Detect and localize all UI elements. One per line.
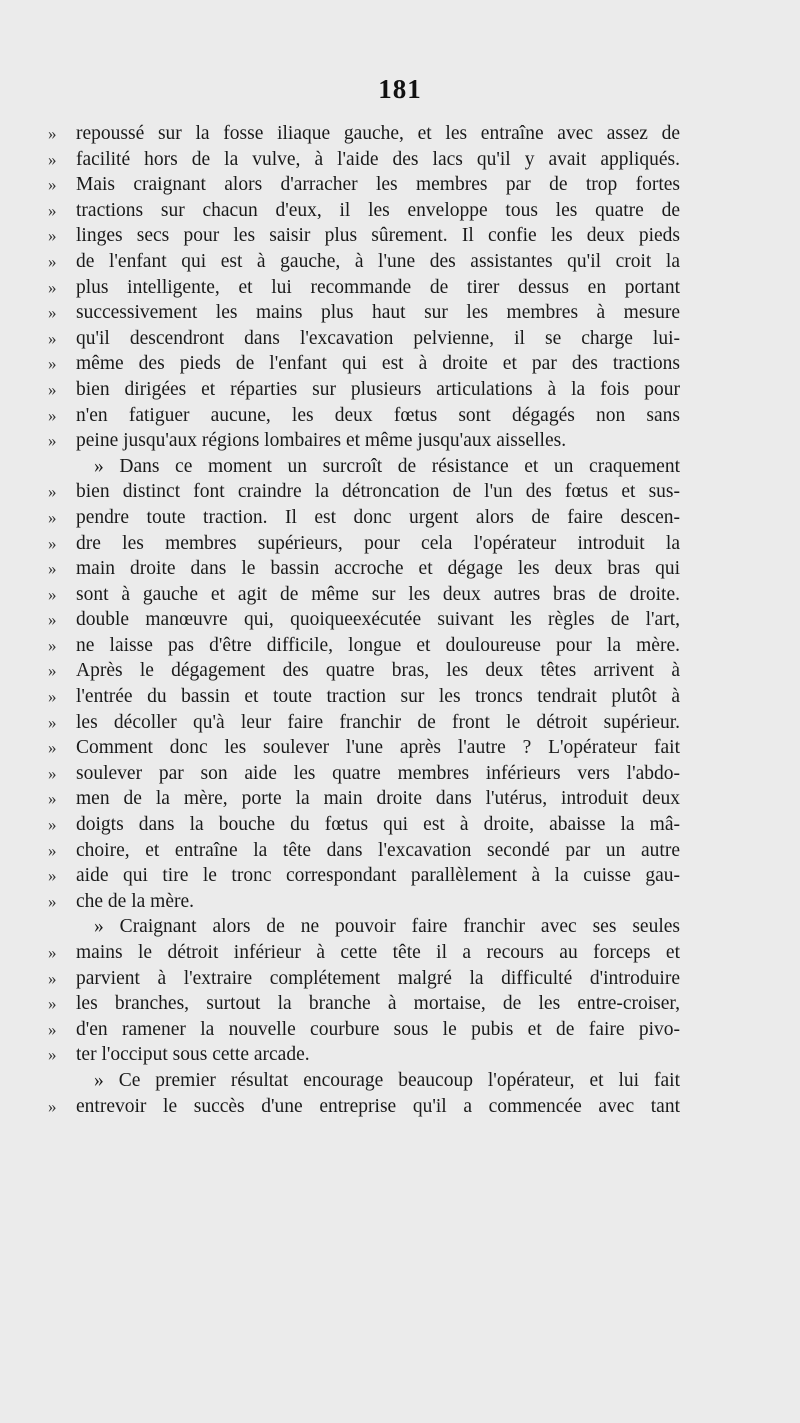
text-line bbox=[48, 838, 680, 864]
line-text: d'en ramener la nouvelle courbure sous le pubis et de faire pivo- bbox=[76, 1018, 680, 1040]
body-text bbox=[48, 121, 680, 1119]
text-line bbox=[48, 198, 680, 224]
guillemet-mark: » bbox=[48, 738, 57, 758]
line-text: plus intelligente, et lui recommande de tirer dessus en portant bbox=[76, 276, 680, 298]
page-number: 181 bbox=[378, 74, 422, 104]
guillemet-mark: » bbox=[48, 482, 57, 502]
line-text: bien distinct font craindre la détroncation de l'un des fœtus et sus- bbox=[76, 481, 680, 503]
guillemet-mark: » bbox=[48, 815, 57, 835]
text-line bbox=[48, 710, 680, 736]
line-text: ter l'occiput sous cette arcade. bbox=[76, 1044, 310, 1066]
line-text: facilité hors de la vulve, à l'aide des lacs qu'il y avait appliqués. bbox=[76, 148, 680, 170]
line-text: les décoller qu'à leur faire franchir de front le détroit supérieur. bbox=[76, 711, 680, 733]
text-line bbox=[48, 582, 680, 608]
line-text: entrevoir le succès d'une entreprise qu'il a commencée avec tant bbox=[76, 1095, 680, 1117]
guillemet-mark: » bbox=[48, 149, 57, 169]
text-line bbox=[48, 1094, 680, 1120]
text-line bbox=[48, 914, 680, 940]
line-text: mains le détroit inférieur à cette tête il a recours au forceps et bbox=[76, 942, 680, 963]
line-text: » Craignant alors de ne pouvoir faire franchir avec ses seules bbox=[94, 916, 680, 938]
text-line bbox=[48, 351, 680, 377]
line-text: aide qui tire le tronc correspondant parallèlement à la cuisse gau- bbox=[76, 865, 680, 887]
guillemet-mark: » bbox=[48, 687, 57, 707]
guillemet-mark: » bbox=[48, 200, 57, 220]
text-line bbox=[48, 403, 680, 429]
line-text: che de la mère. bbox=[76, 890, 195, 912]
line-text: peine jusqu'aux régions lombaires et même jusqu'aux aisselles. bbox=[76, 430, 567, 452]
text-line bbox=[48, 223, 680, 249]
text-line bbox=[48, 1068, 680, 1094]
line-text: ne laisse pas d'être difficile, longue et douloureuse pour la mère. bbox=[76, 634, 680, 656]
line-text: main droite dans le bassin accroche et dégage les deux bras qui bbox=[76, 558, 680, 580]
line-text: Comment donc les soulever l'une après l'autre ? L'opérateur fait bbox=[76, 737, 680, 759]
line-text: parvient à l'extraire complétement malgré la difficulté d'introduire bbox=[76, 967, 680, 989]
line-text: doigts dans la bouche du fœtus qui est à droite, abaisse la mâ- bbox=[76, 814, 680, 836]
guillemet-mark: » bbox=[48, 661, 57, 681]
line-text: Après le dégagement des quatre bras, les deux têtes arrivent à bbox=[76, 660, 680, 682]
text-line bbox=[48, 607, 680, 633]
line-text: Mais craignant alors d'arracher les membres par de trop fortes bbox=[76, 174, 680, 196]
text-line bbox=[48, 633, 680, 659]
line-text: repoussé sur la fosse iliaque gauche, et les entraîne avec assez de bbox=[76, 123, 680, 144]
line-text: soulever par son aide les quatre membres inférieurs vers l'abdo- bbox=[76, 762, 680, 784]
line-text: les branches, surtout la branche à mortaise, de les entre-croiser, bbox=[76, 993, 680, 1015]
guillemet-mark: » bbox=[48, 712, 57, 732]
guillemet-mark: » bbox=[48, 124, 57, 143]
guillemet-mark: » bbox=[48, 866, 57, 886]
line-text: » Dans ce moment un surcroît de résistance et un craquement bbox=[94, 455, 680, 477]
text-line bbox=[48, 249, 680, 275]
text-line bbox=[48, 377, 680, 403]
line-text: » Ce premier résultat encourage beaucoup l'opérateur, et lui fait bbox=[94, 1069, 680, 1091]
text-line bbox=[48, 761, 680, 787]
text-line bbox=[48, 479, 680, 505]
line-text: double manœuvre qui, quoiqueexécutée suivant les règles de l'art, bbox=[76, 609, 680, 631]
text-line bbox=[48, 275, 680, 301]
text-line bbox=[48, 454, 680, 480]
guillemet-mark: » bbox=[48, 405, 57, 425]
text-line bbox=[48, 966, 680, 992]
line-text: tractions sur chacun d'eux, il les enveloppe tous les quatre de bbox=[76, 199, 680, 221]
guillemet-mark: » bbox=[48, 559, 57, 579]
guillemet-mark: » bbox=[48, 968, 57, 988]
line-text: même des pieds de l'enfant qui est à droite et par des tractions bbox=[76, 353, 680, 375]
guillemet-mark: » bbox=[48, 379, 57, 399]
text-line bbox=[48, 812, 680, 838]
guillemet-mark: » bbox=[48, 610, 57, 630]
text-line bbox=[48, 786, 680, 812]
text-line bbox=[48, 121, 680, 147]
line-text: sont à gauche et agit de même sur les deux autres bras de droite. bbox=[76, 583, 680, 605]
text-line bbox=[48, 1017, 680, 1043]
line-text: n'en fatiguer aucune, les deux fœtus sont dégagés non sans bbox=[76, 404, 680, 426]
text-line bbox=[48, 684, 680, 710]
text-line bbox=[48, 735, 680, 761]
guillemet-mark: » bbox=[48, 1096, 57, 1116]
guillemet-mark: » bbox=[48, 584, 57, 604]
guillemet-mark: » bbox=[48, 1019, 57, 1039]
text-line bbox=[48, 1042, 680, 1068]
text-line bbox=[48, 658, 680, 684]
guillemet-mark: » bbox=[48, 994, 57, 1014]
guillemet-mark: » bbox=[48, 789, 57, 809]
guillemet-mark: » bbox=[48, 303, 57, 323]
guillemet-mark: » bbox=[48, 943, 57, 962]
text-line bbox=[48, 172, 680, 198]
line-text: pendre toute traction. Il est donc urgent alors de faire descen- bbox=[76, 506, 680, 528]
line-text: bien dirigées et réparties sur plusieurs articulations à la fois pour bbox=[76, 378, 680, 400]
guillemet-mark: » bbox=[48, 251, 57, 271]
line-text: choire, et entraîne la tête dans l'excavation secondé par un autre bbox=[76, 839, 680, 861]
text-line bbox=[48, 940, 680, 966]
line-text: de l'enfant qui est à gauche, à l'une des assistantes qu'il croit la bbox=[76, 250, 680, 272]
guillemet-mark: » bbox=[48, 328, 57, 348]
text-line bbox=[48, 863, 680, 889]
text-line bbox=[48, 991, 680, 1017]
guillemet-mark: » bbox=[48, 840, 57, 860]
text-line bbox=[48, 889, 680, 915]
text-line bbox=[48, 326, 680, 352]
line-text: qu'il descendront dans l'excavation pelvienne, il se charge lui- bbox=[76, 327, 680, 349]
guillemet-mark: » bbox=[48, 277, 57, 297]
text-line bbox=[48, 428, 680, 454]
guillemet-mark: » bbox=[48, 533, 57, 553]
text-line bbox=[48, 505, 680, 531]
text-line bbox=[48, 147, 680, 173]
guillemet-mark: » bbox=[48, 354, 57, 374]
line-text: dre les membres supérieurs, pour cela l'opérateur introduit la bbox=[76, 532, 680, 554]
guillemet-mark: » bbox=[48, 891, 57, 911]
line-text: linges secs pour les saisir plus sûrement. Il confie les deux pieds bbox=[76, 225, 680, 247]
guillemet-mark: » bbox=[48, 507, 57, 527]
guillemet-mark: » bbox=[48, 1045, 57, 1065]
guillemet-mark: » bbox=[48, 431, 57, 451]
guillemet-mark: » bbox=[48, 226, 57, 246]
guillemet-mark: » bbox=[48, 763, 57, 783]
line-text: successivement les mains plus haut sur les membres à mesure bbox=[76, 302, 680, 324]
text-line bbox=[48, 531, 680, 557]
guillemet-mark: » bbox=[48, 635, 57, 655]
text-line bbox=[48, 556, 680, 582]
guillemet-mark: » bbox=[48, 175, 57, 195]
text-line bbox=[48, 300, 680, 326]
line-text: men de la mère, porte la main droite dans l'utérus, introduit deux bbox=[76, 788, 680, 810]
line-text: l'entrée du bassin et toute traction sur les troncs tendrait plutôt à bbox=[76, 686, 680, 708]
